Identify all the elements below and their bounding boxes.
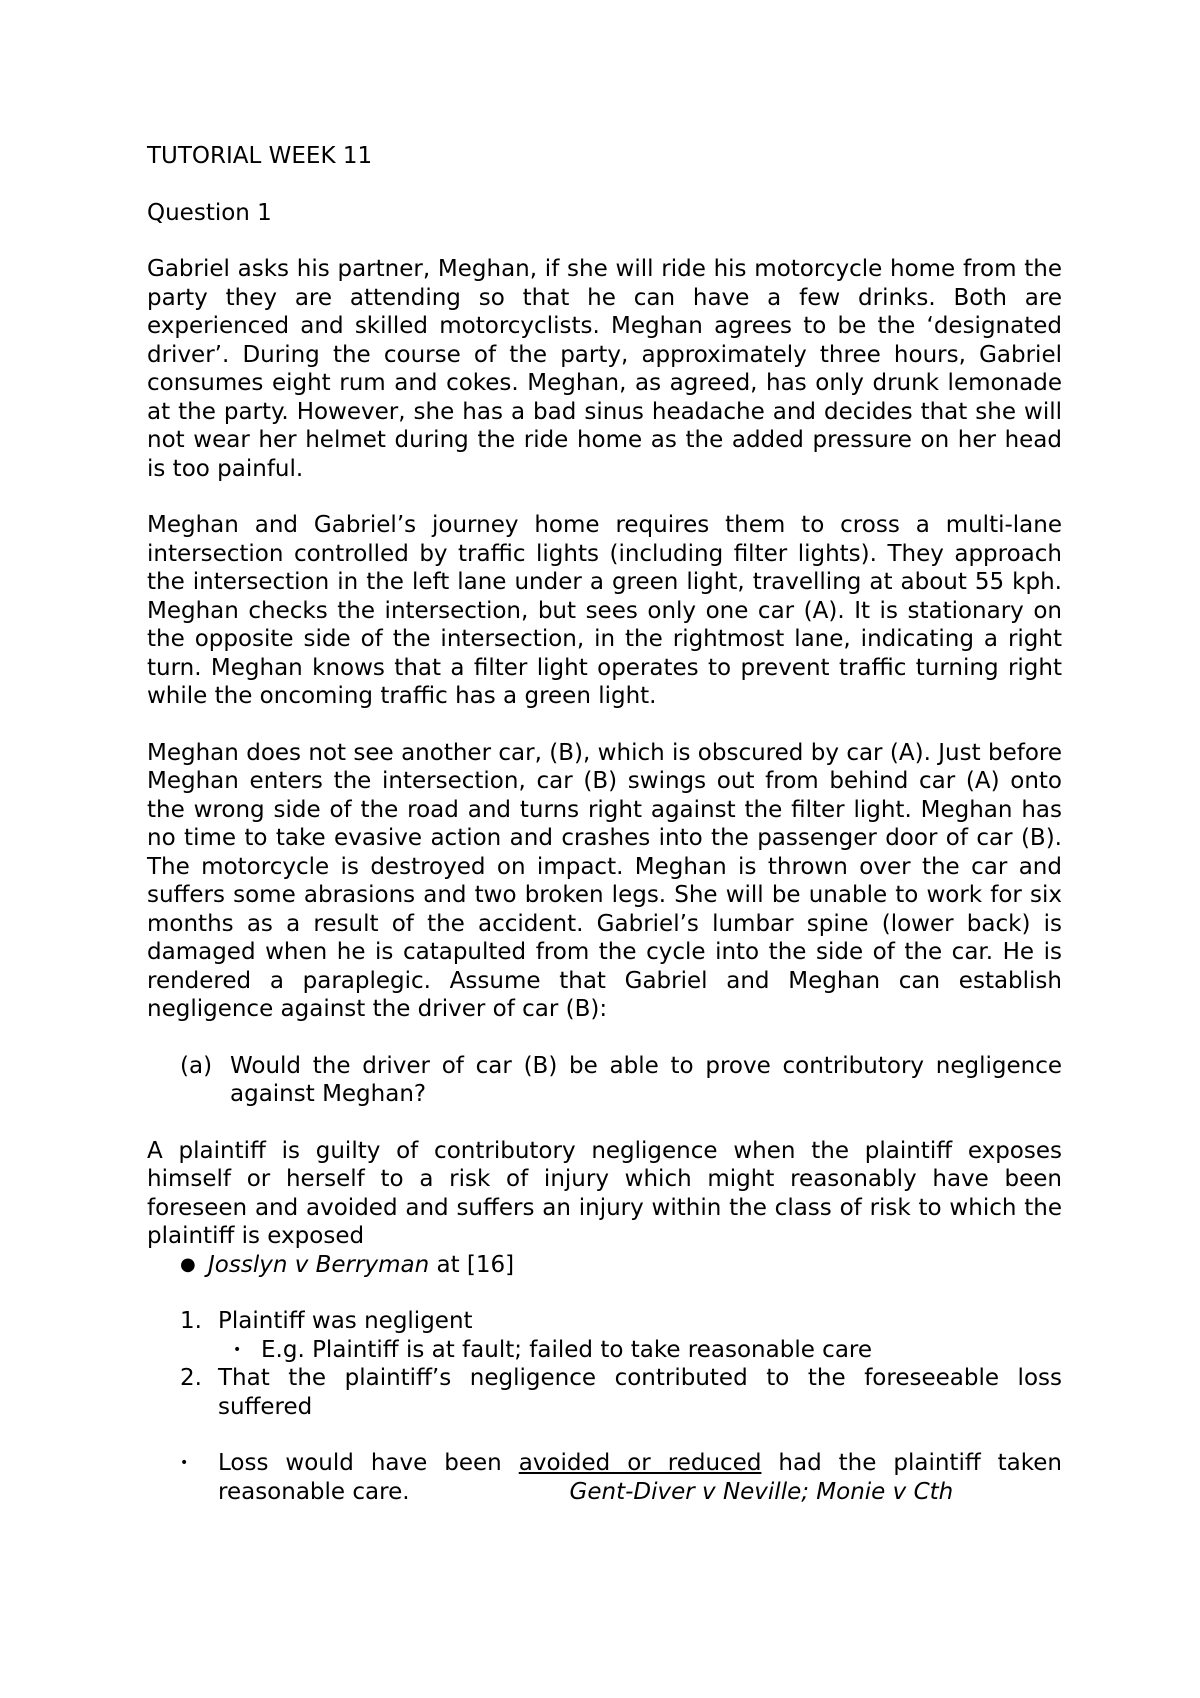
answer-paragraph: A plaintiff is guilty of contributory negligence when the plaintiff exposes himself or herself to a risk of injury which might reasonably have been foreseen and avoided and suffers an injury within the class of risk to which the plaintiff is exposed [147,1137,1062,1249]
underlined-phrase: avoided or reduced [518,1450,762,1476]
scenario-paragraph-1: Gabriel asks his partner, Meghan, if she will ride his motorcycle home from the party they are attending so that he can have a few drinks. Both are experienced and skilled motorcyclists. Meghan agrees to be the ‘designated driver’. During the course of the party, approximately three hours, Gabriel consumes eight rum and cokes. Meghan, as agreed, has only drunk lemonade at the party. However, she has a bad sinus headache and decides that she will not wear her helmet during the ride home as the added pressure on her head is too painful. [147,256,1062,482]
document-title: TUTORIAL WEEK 11 [147,143,373,169]
list-item-2-text: That the plaintiff’s negligence contributed to the foreseeable loss suffered [218,1365,1062,1420]
question-heading: Question 1 [147,199,272,226]
case-name: Josslyn v Berryman [208,1251,430,1278]
final-bullet-text [218,1449,1062,1506]
small-bullet-icon: • [180,1455,189,1471]
question-a-text: Would the driver of car (B) be able to prove contributory negligence against Meghan? [230,1052,1062,1107]
case-bullet [147,1251,1062,1280]
scenario-paragraph-2: Meghan and Gabriel’s journey home requires them to cross a multi-lane intersection controlled by traffic lights (including filter lights). They approach the intersection in the left lane under a green light, travelling at about 55 kph. Meghan checks the intersection, but sees only one car (A). It is stationary on the opposite side of the intersection, in the rightmost lane, indicating a right turn. Meghan knows that a filter light operates to prevent traffic turning right while the oncoming traffic has a green light. [147,512,1062,709]
final-bullet-after: had the plaintiff taken reasonable care. [218,1450,1063,1505]
list-item-1-label: 1. [180,1308,202,1334]
final-bullet-before: Loss would have been [218,1450,519,1476]
question-a [147,1052,1062,1109]
list-item-2 [147,1364,1062,1421]
question-a-label: (a) [180,1052,213,1079]
case-citations: Gent-Diver v Neville; Monie v Cth [569,1478,954,1505]
list-item-1-sub [147,1336,1062,1365]
list-item-1 [147,1307,1062,1336]
list-item-2-label: 2. [180,1365,202,1391]
scenario-paragraph-3: Meghan does not see another car, (B), which is obscured by car (A). Just before Meghan enters the intersection, car (B) swings out from behind car (A) onto the wrong side of the road and turns right against the filter light. Meghan has no time to take evasive action and crashes into the passenger door of car (B). The motorcycle is destroyed on impact. Meghan is thrown over the car and suffers some abrasions and two broken legs. She will be unable to work for six months as a result of the accident. Gabriel’s lumbar spine (lower back) is damaged when he is catapulted from the cycle into the side of the car. He is rendered a paraplegic. Assume that Gabriel and Meghan can establish negligence against the driver of car (B): [147,739,1062,1022]
list-item-1-text: Plaintiff was negligent [218,1308,473,1334]
final-bullet [147,1449,1062,1506]
element-list [147,1307,1062,1421]
small-bullet-icon: • [233,1341,242,1358]
bullet-dot-icon: ● [180,1253,196,1275]
document-page [147,142,1062,1506]
list-item-1-sub-text: E.g. Plaintiff is at fault; failed to take reasonable care [261,1336,873,1363]
case-pinpoint: at [16] [429,1251,515,1278]
case-bullet-text [208,1251,514,1280]
